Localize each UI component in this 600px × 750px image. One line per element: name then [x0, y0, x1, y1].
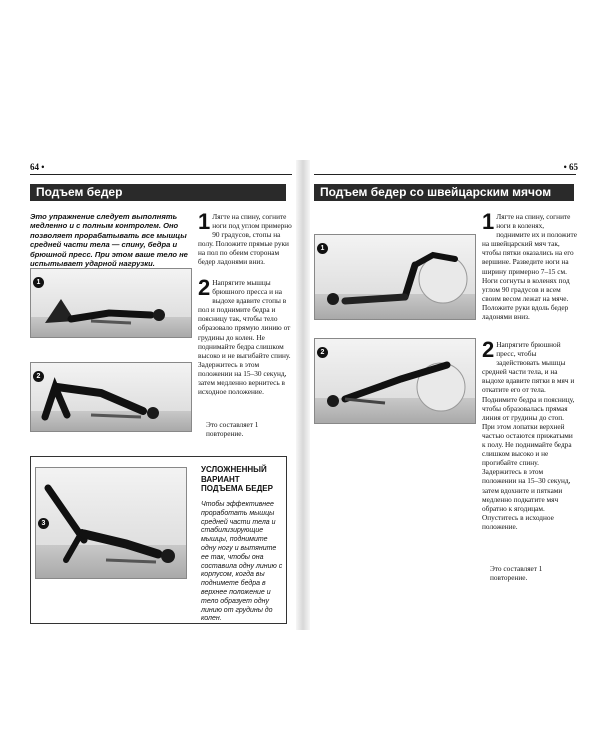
figure-ball-start-illustration: [315, 235, 475, 319]
figure-leg-raise-illustration: [36, 468, 186, 578]
step-2: [198, 275, 292, 397]
section-title: Подъем бедер со швейцарским мячом: [314, 184, 574, 201]
repeat-note: Это составляет 1 повторение.: [206, 420, 259, 439]
book-spread: [26, 160, 582, 630]
box-text: Чтобы эффективнее проработать мышцы средней части тела и стабилизирующие мышцы, поднимите одну ногу и вытяните ее так, чтобы она составила одну линию с корпусом, когда вы поднимете бедра в верхнее положение и тело образует одну линию от грудины до колен.: [201, 501, 283, 623]
exercise-photo-2: [30, 362, 192, 432]
advanced-variation-box: [30, 456, 287, 624]
book-gutter: [296, 160, 310, 630]
ball-exercise-photo-2: [314, 338, 476, 424]
right-page: [310, 160, 582, 630]
page-number: 64 •: [30, 162, 45, 172]
step-number-1: 1: [482, 209, 495, 234]
figure-ball-bridge-illustration: [315, 339, 475, 423]
intro-text: Это упражнение следует выполнять медленно и с полным контролем. Оно позволяет прорабатывать все мышцы средней части тела — спину, бедра и брюшной пресс. При этом ваше тело не испытывает ударной нагрузки.: [30, 212, 188, 269]
ball-step-1-text: Лягте на спину, согните ноги в коленях, поднимите их и положите на швейцарский мяч так, чтобы пятки оказались на его вершине. Разведите ноги на ширину примерно 7–15 см. Ноги согнуты в коленях под углом 90 градусов и всем своим весом лежат на мяче. Положите руки вдоль бедер ладонями вниз.: [482, 212, 577, 322]
photo-badge-1: 1: [33, 277, 44, 288]
step-number-2: 2: [482, 337, 495, 362]
left-page: [26, 160, 296, 630]
page-number: • 65: [563, 162, 578, 172]
step-2-text: Напрягите мышцы брюшного пресса и на выдохе вдавите стопы в пол и поднимите бедра и поясницу так, чтобы тело образовало прямую линию от грудины до колен. Не поднимайте бедра слишком высоко и не выгибайте спину. Задержитесь в этом положении на 15–30 секунд, затем медленно вернитесь в исходное положение.: [198, 278, 291, 397]
repeat-note: Это составляет 1 повторение.: [490, 564, 543, 583]
photo-badge-3: 3: [38, 518, 49, 529]
step-1-text: Лягте на спину, согните ноги под углом примерно 90 градусов, стопы на полу. Положите прямые руки на пол по обеим сторонам бедер ладонями вниз.: [198, 212, 292, 267]
header-rule: [30, 174, 292, 175]
step-number-1: 1: [198, 209, 211, 234]
section-title: Подъем бедер: [30, 184, 286, 201]
exercise-photo-1: [30, 268, 192, 338]
figure-bridge-illustration: [31, 363, 191, 431]
ball-exercise-photo-1: [314, 234, 476, 320]
step-1: [198, 209, 292, 267]
ball-step-2-text: Напрягите брюшной пресс, чтобы задействовать мышцы средней части тела, и на выдохе вдавите пятки в мяч и откатите его от тела. Поднимите бедра и поясницу, чтобы образовалась прямая линия от грудины до стоп. При этом лопатки верхней частью остаются прижатыми к полу. Не поднимайте бедра слишком высоко и не прогибайте спину. Задержитесь в этом положении на 15–30 секунд, затем вдохните и пятками медленно подкатите мяч обратно к ягодицам. Опуститесь в исходное положение.: [482, 340, 575, 531]
ball-step-2: [482, 337, 578, 531]
photo-badge-1: 1: [317, 243, 328, 254]
photo-badge-2: 2: [33, 371, 44, 382]
header-rule: [314, 174, 576, 175]
figure-lying-illustration: [31, 269, 191, 337]
ball-step-1: [482, 209, 578, 322]
photo-badge-2: 2: [317, 347, 328, 358]
box-title: УСЛОЖНЕННЫЙ ВАРИАНТ ПОДЪЕМА БЕДЕР: [201, 465, 273, 494]
exercise-photo-3: [35, 467, 187, 579]
step-number-2: 2: [198, 275, 211, 300]
